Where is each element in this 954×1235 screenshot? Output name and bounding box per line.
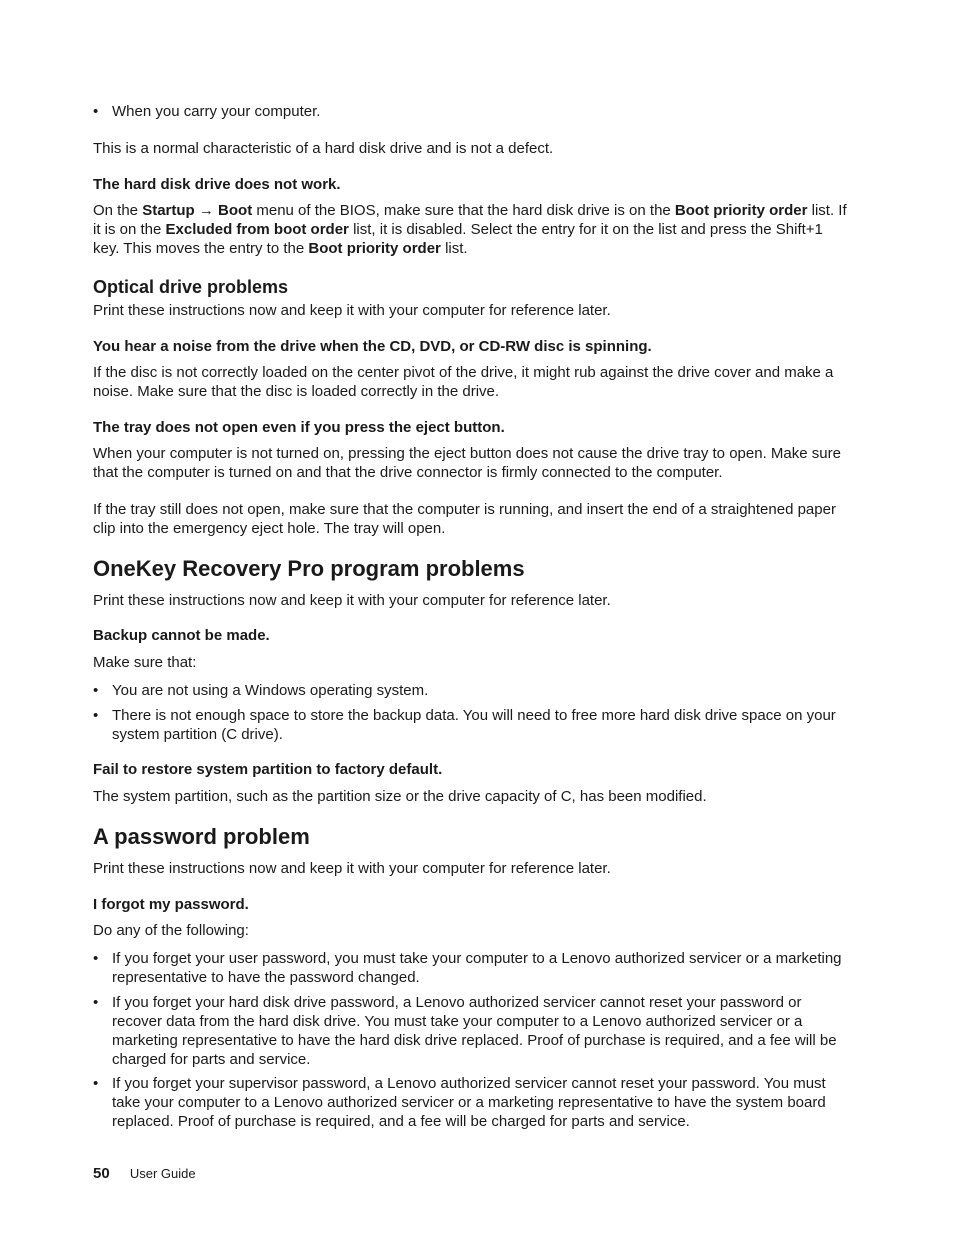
arrow-icon: → [198,202,214,219]
bullet: • [93,103,99,120]
list-item-text: You are not using a Windows operating system. [112,682,429,699]
list-item [93,1074,853,1131]
subheading-tray: The tray does not open even if you press the eject button. [93,419,505,436]
paragraph-password-intro: Print these instructions now and keep it with your computer for reference later. [93,860,611,877]
paragraph-restore: The system partition, such as the partition size or the drive capacity of C, has been modified. [93,788,707,805]
boot-priority-order: Boot priority order [674,202,808,219]
text-run: list. [440,240,468,257]
paragraph-make-sure: Make sure that: [93,654,197,671]
text-run: list, it is disabled. Select the entry for it on the list and press the Shift+1 key. This moves the entry to the [93,221,823,257]
excluded-from-boot-order: Excluded from boot order [165,221,349,238]
subheading-restore: Fail to restore system partition to factory default. [93,761,443,778]
paragraph-tray-1: When your computer is not turned on, pressing the eject button does not cause the drive tray to open. Make sure that the computer is turned on and that the drive connector is firmly connected to the computer. [93,445,841,481]
bullet: • [93,682,99,699]
list-item-text: If you forget your user password, you must take your computer to a Lenovo authorized servicer or a marketing representative to have the password changed. [112,950,842,986]
subheading-forgot: I forgot my password. [93,896,249,913]
list-item-text: There is not enough space to store the backup data. You will need to free more hard disk drive space on your system partition (C drive). [112,707,836,743]
boot-priority-order: Boot priority order [308,240,441,257]
footer-label: User Guide [129,1166,196,1181]
subheading-backup: Backup cannot be made. [93,627,270,644]
page-footer [93,1165,196,1182]
page-number: 50 [93,1165,110,1182]
list-item-text: If you forget your supervisor password, a Lenovo authorized servicer cannot reset your password. You must take your computer to a Lenovo authorized servicer or a marketing representative to have the system board replaced. Proof of purchase is required, and a fee will be charged for parts and service. [112,1075,826,1130]
menu-boot: Boot [218,202,253,219]
paragraph-tray-2: If the tray still does not open, make sure that the computer is running, and insert the end of a straightened paper clip into the emergency eject hole. The tray will open. [93,501,836,537]
paragraph-do-any: Do any of the following: [93,922,249,939]
paragraph-normal-characteristic: This is a normal characteristic of a hard disk drive and is not a defect. [93,140,554,157]
list-item-text: When you carry your computer. [112,103,321,120]
paragraph-optical-intro: Print these instructions now and keep it with your computer for reference later. [93,302,611,319]
text-run: list. If it is on the [93,202,847,238]
bullet: • [93,707,99,724]
list-item-text: If you forget your hard disk drive password, a Lenovo authorized servicer cannot reset your password or recover data from the hard disk drive. You must take your computer to a Lenovo authorized servicer or a marketing representative to have the hard disk drive replaced. Proof of purchase is required, and a fee will be charged for parts and service. [112,994,837,1068]
bullet: • [93,1075,99,1092]
list-item [93,706,853,744]
paragraph-onekey-intro: Print these instructions now and keep it with your computer for reference later. [93,592,611,609]
paragraph-hdd-not-work [93,201,853,258]
list-item [93,681,853,700]
list-item [93,993,853,1069]
heading-optical-drive: Optical drive problems [93,277,289,297]
bullet: • [93,994,99,1011]
text-run: menu of the BIOS, make sure that the hard disk drive is on the [252,202,675,219]
bullet: • [93,950,99,967]
heading-password: A password problem [93,824,310,849]
text-run: On the [93,202,143,219]
subheading-hdd-not-work: The hard disk drive does not work. [93,176,341,193]
paragraph-noise: If the disc is not correctly loaded on the center pivot of the drive, it might rub against the drive cover and make a noise. Make sure that the disc is loaded correctly in the drive. [93,364,834,400]
list-item [93,102,853,121]
menu-startup: Startup [142,202,195,219]
list-item [93,949,853,987]
heading-onekey: OneKey Recovery Pro program problems [93,556,525,581]
subheading-noise: You hear a noise from the drive when the CD, DVD, or CD-RW disc is spinning. [93,338,652,355]
